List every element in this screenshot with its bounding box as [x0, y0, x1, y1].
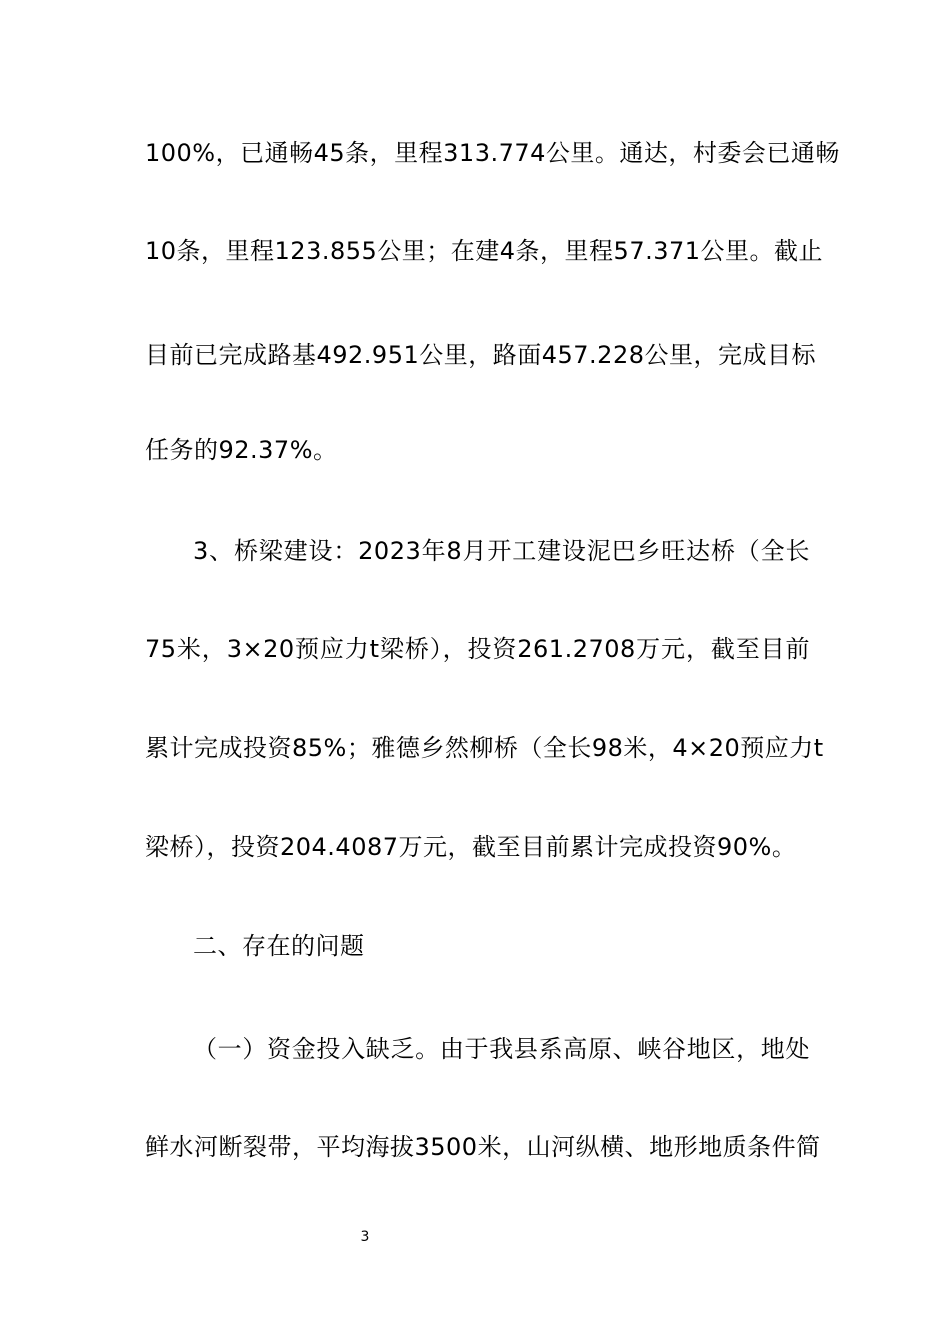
section-heading: 二、存在的问题 [193, 932, 365, 960]
body-text-line: 累计完成投资85%；雅德乡然柳桥（全长98米，4×20预应力t [145, 734, 824, 762]
body-text-line: 鲜水河断裂带，平均海拔3500米，山河纵横、地形地质条件简 [145, 1133, 821, 1161]
body-text-line: 100%，已通畅45条，里程313.774公里。通达，村委会已通畅 [145, 139, 840, 167]
section-paragraph-start: （一）资金投入缺乏。由于我县系高原、峡谷地区，地处 [193, 1035, 810, 1063]
body-text-line: 75米，3×20预应力t梁桥），投资261.2708万元，截至目前 [145, 635, 810, 663]
body-text-line: 任务的92.37%。 [145, 436, 338, 464]
body-text-line: 梁桥），投资204.4087万元，截至目前累计完成投资90%。 [145, 833, 797, 861]
page-number: 3 [360, 1229, 370, 1245]
body-text-line: 目前已完成路基492.951公里，路面457.228公里，完成目标 [145, 341, 816, 369]
section-paragraph-start: 3、桥梁建设：2023年8月开工建设泥巴乡旺达桥（全长 [193, 537, 810, 565]
body-text-line: 10条，里程123.855公里；在建4条，里程57.371公里。截止 [145, 237, 824, 265]
